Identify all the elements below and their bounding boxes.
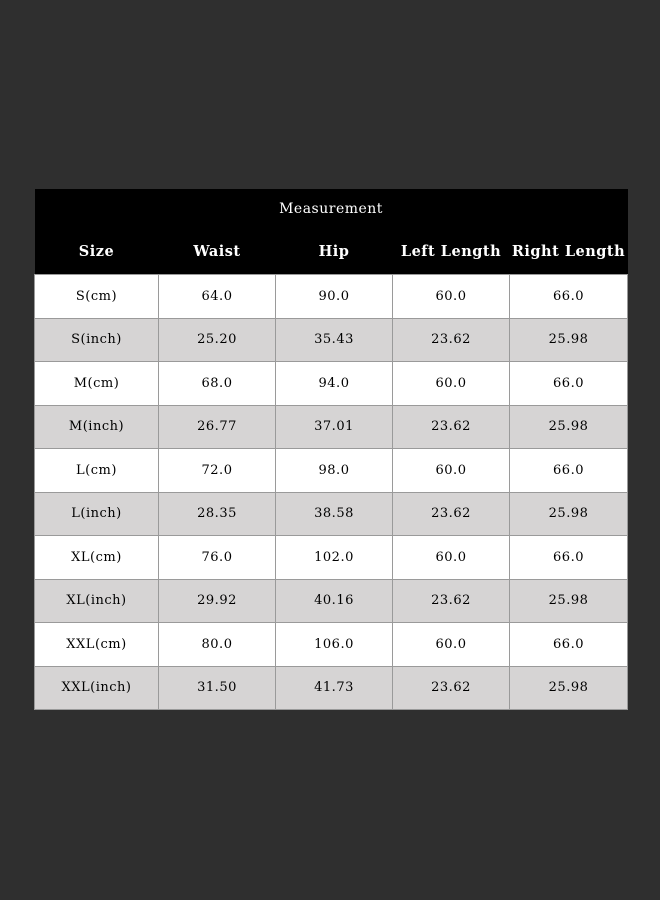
hip-cell: 90.0 (276, 275, 393, 319)
right-length-cell: 66.0 (510, 536, 628, 580)
left-length-cell: 60.0 (393, 536, 510, 580)
hip-cell: 98.0 (276, 449, 393, 493)
column-header-right-length: Right Length (510, 229, 628, 275)
waist-cell: 31.50 (159, 666, 276, 710)
left-length-cell: 60.0 (393, 275, 510, 319)
column-header-size: Size (35, 229, 159, 275)
waist-cell: 68.0 (159, 362, 276, 406)
size-cell: M(inch) (35, 405, 159, 449)
column-header-hip: Hip (276, 229, 393, 275)
right-length-cell: 66.0 (510, 623, 628, 667)
waist-cell: 25.20 (159, 318, 276, 362)
hip-cell: 35.43 (276, 318, 393, 362)
size-cell: XL(inch) (35, 579, 159, 623)
hip-cell: 106.0 (276, 623, 393, 667)
size-chart-table (34, 189, 628, 710)
right-length-cell: 25.98 (510, 579, 628, 623)
right-length-cell: 66.0 (510, 362, 628, 406)
column-header-waist: Waist (159, 229, 276, 275)
table-row (35, 275, 628, 319)
waist-cell: 80.0 (159, 623, 276, 667)
size-cell: XL(cm) (35, 536, 159, 580)
table-row (35, 536, 628, 580)
size-cell: S(inch) (35, 318, 159, 362)
waist-cell: 29.92 (159, 579, 276, 623)
right-length-cell: 25.98 (510, 318, 628, 362)
left-length-cell: 60.0 (393, 623, 510, 667)
left-length-cell: 60.0 (393, 362, 510, 406)
table-title-row (35, 189, 628, 229)
size-cell: XXL(inch) (35, 666, 159, 710)
left-length-cell: 23.62 (393, 492, 510, 536)
table-row (35, 449, 628, 493)
hip-cell: 94.0 (276, 362, 393, 406)
size-cell: XXL(cm) (35, 623, 159, 667)
hip-cell: 37.01 (276, 405, 393, 449)
table-row (35, 492, 628, 536)
right-length-cell: 25.98 (510, 492, 628, 536)
waist-cell: 64.0 (159, 275, 276, 319)
size-cell: S(cm) (35, 275, 159, 319)
waist-cell: 72.0 (159, 449, 276, 493)
column-header-row (35, 229, 628, 275)
table-row (35, 405, 628, 449)
right-length-cell: 25.98 (510, 666, 628, 710)
table-title: Measurement (35, 189, 628, 229)
right-length-cell: 66.0 (510, 449, 628, 493)
table-row (35, 362, 628, 406)
left-length-cell: 23.62 (393, 666, 510, 710)
right-length-cell: 25.98 (510, 405, 628, 449)
size-cell: L(inch) (35, 492, 159, 536)
waist-cell: 28.35 (159, 492, 276, 536)
left-length-cell: 23.62 (393, 579, 510, 623)
hip-cell: 38.58 (276, 492, 393, 536)
left-length-cell: 23.62 (393, 405, 510, 449)
hip-cell: 41.73 (276, 666, 393, 710)
waist-cell: 26.77 (159, 405, 276, 449)
size-cell: M(cm) (35, 362, 159, 406)
table-row (35, 623, 628, 667)
column-header-left-length: Left Length (393, 229, 510, 275)
table-row (35, 666, 628, 710)
hip-cell: 40.16 (276, 579, 393, 623)
left-length-cell: 23.62 (393, 318, 510, 362)
right-length-cell: 66.0 (510, 275, 628, 319)
left-length-cell: 60.0 (393, 449, 510, 493)
size-cell: L(cm) (35, 449, 159, 493)
waist-cell: 76.0 (159, 536, 276, 580)
table-row (35, 579, 628, 623)
table-row (35, 318, 628, 362)
hip-cell: 102.0 (276, 536, 393, 580)
